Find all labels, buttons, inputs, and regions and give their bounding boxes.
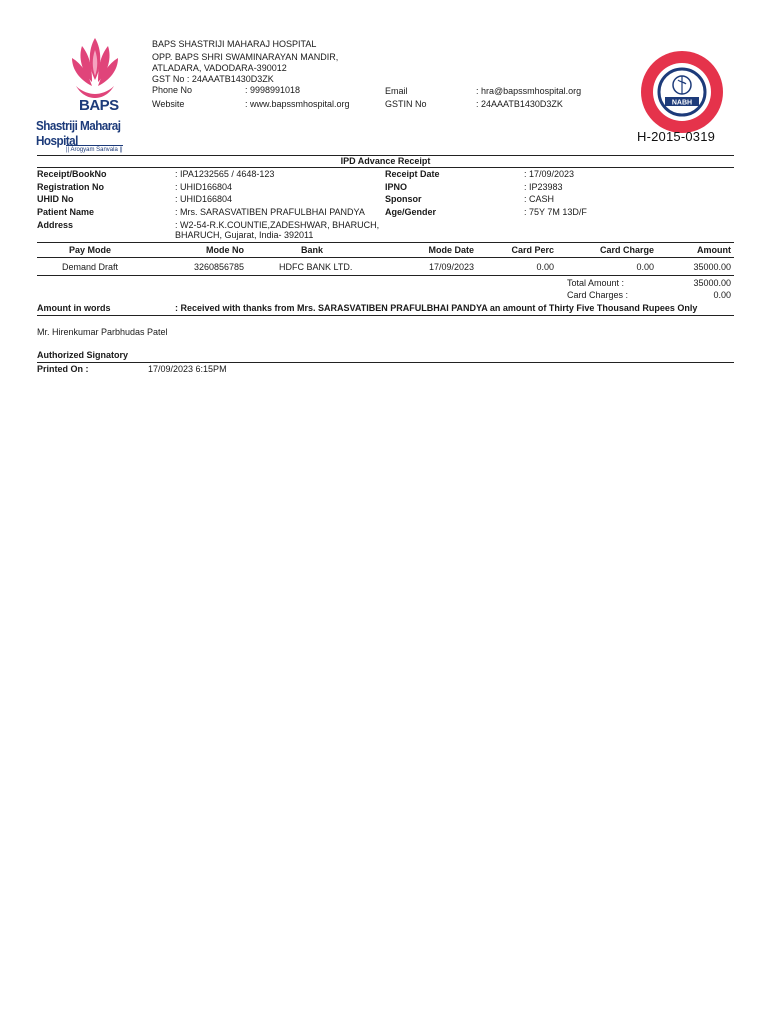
field-value: : CASH [524,194,555,204]
column-header: Bank [301,245,324,255]
divider-title [37,167,734,168]
address-label: Address [37,220,74,230]
gstin-label: GSTIN No [385,99,427,109]
website-label: Website [152,99,185,109]
hospital-address-line1: OPP. BAPS SHRI SWAMINARAYAN MANDIR, [152,52,339,62]
divider-table-top [37,242,734,243]
address-line1: : W2-54-R.K.COUNTIE,ZADESHWAR, BHARUCH, [175,220,380,230]
authorized-signatory: Authorized Signatory [37,350,129,360]
printed-on-label: Printed On : [37,364,89,374]
card-charges-label: Card Charges : [567,290,629,300]
cell-card-perc: 0.00 [536,262,554,272]
website-value: : www.bapssmhospital.org [245,99,350,109]
field-label: Receipt/BookNo [37,169,107,179]
column-header: Amount [697,245,731,255]
field-value: : 75Y 7M 13D/F [524,207,587,217]
field-value: : UHID166804 [175,194,233,204]
email-value: : hra@bapssmhospital.org [476,86,582,96]
field-value: : UHID166804 [175,182,233,192]
staff-name: Mr. Hirenkumar Parbhudas Patel [37,327,168,337]
field-label: Receipt Date [385,169,440,179]
phone-label: Phone No [152,85,193,95]
hospital-address-line2: ATLADARA, VADODARA-390012 [152,63,287,73]
amount-words-label: Amount in words [37,303,111,313]
hospital-gst: GST No : 24AAATB1430D3ZK [152,74,274,84]
column-header: Card Perc [511,245,554,255]
column-header: Pay Mode [68,245,111,255]
email-label: Email [385,86,408,96]
logo-hospital-name: Shastriji Maharaj Hospital [36,118,121,148]
field-label: Registration No [37,182,105,192]
amount-words-value: : Received with thanks from Mrs. SARASVATIBEN PRAFULBHAI PANDYA an amount of Thirty Five Thousand Rupees Only [175,303,698,313]
logo-baps-text: BAPS [79,97,119,114]
logo-tagline: || Arogyam Sanvala || [66,147,123,153]
divider-row [37,275,734,276]
field-value: : 17/09/2023 [524,169,575,179]
receipt-title: IPD Advance Receipt [340,156,431,166]
total-amount-label: Total Amount : [567,278,625,288]
field-label: Age/Gender [385,207,437,217]
column-header: Mode Date [428,245,474,255]
column-header: Card Charge [599,245,654,255]
cell-amount: 35000.00 [693,262,731,272]
phone-value: : 9998991018 [245,85,301,95]
divider-words [37,315,734,316]
field-label: Sponsor [385,194,422,204]
gstin-value: : 24AAATB1430D3ZK [476,99,563,109]
field-label: Patient Name [37,207,95,217]
column-header: Mode No [206,245,244,255]
field-label: IPNO [385,182,408,192]
nabh-seal [639,49,725,135]
field-value: : IPA1232565 / 4648-123 [175,169,275,179]
field-label: UHID No [37,194,74,204]
hospital-name: BAPS SHASTRIJI MAHARAJ HOSPITAL [152,39,317,49]
seal-code: H-2015-0319 [637,129,716,144]
cell-card-charge: 0.00 [636,262,654,272]
cell-pay-mode: Demand Draft [61,262,119,272]
total-amount-value: 35000.00 [693,278,731,288]
field-value: : IP23983 [524,182,563,192]
divider-header [37,257,734,258]
card-charges-value: 0.00 [713,290,731,300]
cell-mode-no: 3260856785 [193,262,245,272]
cell-mode-date: 17/09/2023 [428,262,474,272]
divider-footer [37,362,734,363]
address-line2: BHARUCH, Gujarat, India- 392011 [175,230,314,240]
seal-label: NABH [671,99,693,107]
cell-bank: HDFC BANK LTD. [279,262,353,272]
field-value: : Mrs. SARASVATIBEN PRAFULBHAI PANDYA [175,207,365,217]
printed-on-value: 17/09/2023 6:15PM [148,364,227,374]
